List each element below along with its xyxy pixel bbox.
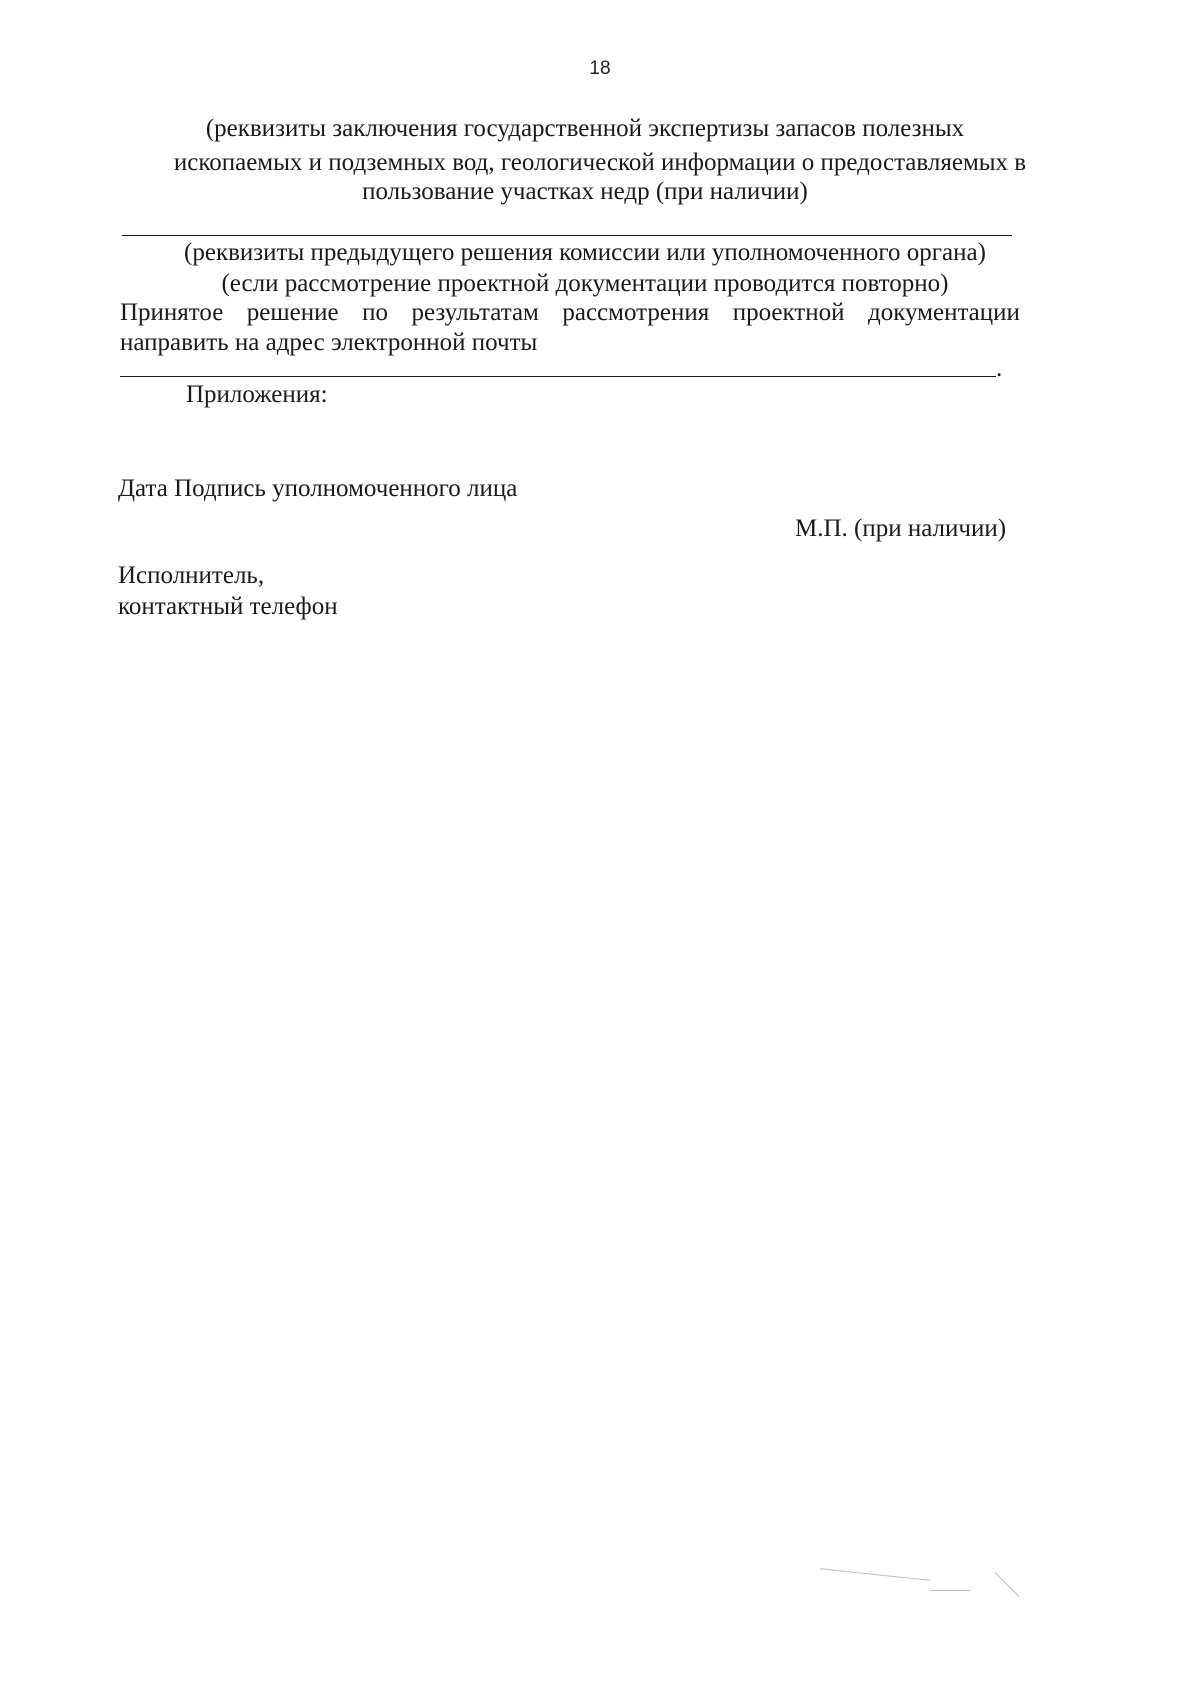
email-instruction-line-1 <box>120 296 1020 330</box>
page-number: 18 <box>589 58 611 79</box>
previous-decision-caption-line-2: (если рассмотрение проектной документации проводится повторно) <box>221 270 949 297</box>
email-instruction-line-2: направить на адрес электронной почты <box>120 329 538 356</box>
expertise-requisites-line-2: ископаемых и подземных вод, геологической информации о предоставляемых в <box>173 149 1027 176</box>
email-word: рассмотрения <box>562 299 710 326</box>
email-word: документации <box>867 299 1020 326</box>
stamp-label: М.П. (при наличии) <box>795 515 1007 542</box>
scan-artifact <box>995 1572 1020 1597</box>
scan-artifact <box>820 1568 930 1580</box>
expertise-requisites-line-3: пользование участках недр (при наличии) <box>362 178 808 205</box>
email-word: результатам <box>411 299 539 326</box>
expertise-requisites-line-1: (реквизиты заключения государственной экспертизы запасов полезных <box>205 115 965 142</box>
executor-label: Исполнитель, <box>118 562 265 589</box>
date-signature-label: Дата Подпись уполномоченного лица <box>118 475 518 502</box>
email-blank-line <box>120 376 996 377</box>
scan-artifact <box>930 1590 970 1591</box>
email-line-period: . <box>996 355 1003 382</box>
email-word: Принятое <box>120 299 224 326</box>
attachments-label: Приложения: <box>186 381 328 408</box>
email-word: проектной <box>732 299 845 326</box>
contact-phone-label: контактный телефон <box>118 593 338 620</box>
email-word: по <box>362 299 388 326</box>
previous-decision-caption-line-1: (реквизиты предыдущего решения комиссии или уполномоченного органа) <box>184 239 986 266</box>
email-word: решение <box>246 299 339 326</box>
